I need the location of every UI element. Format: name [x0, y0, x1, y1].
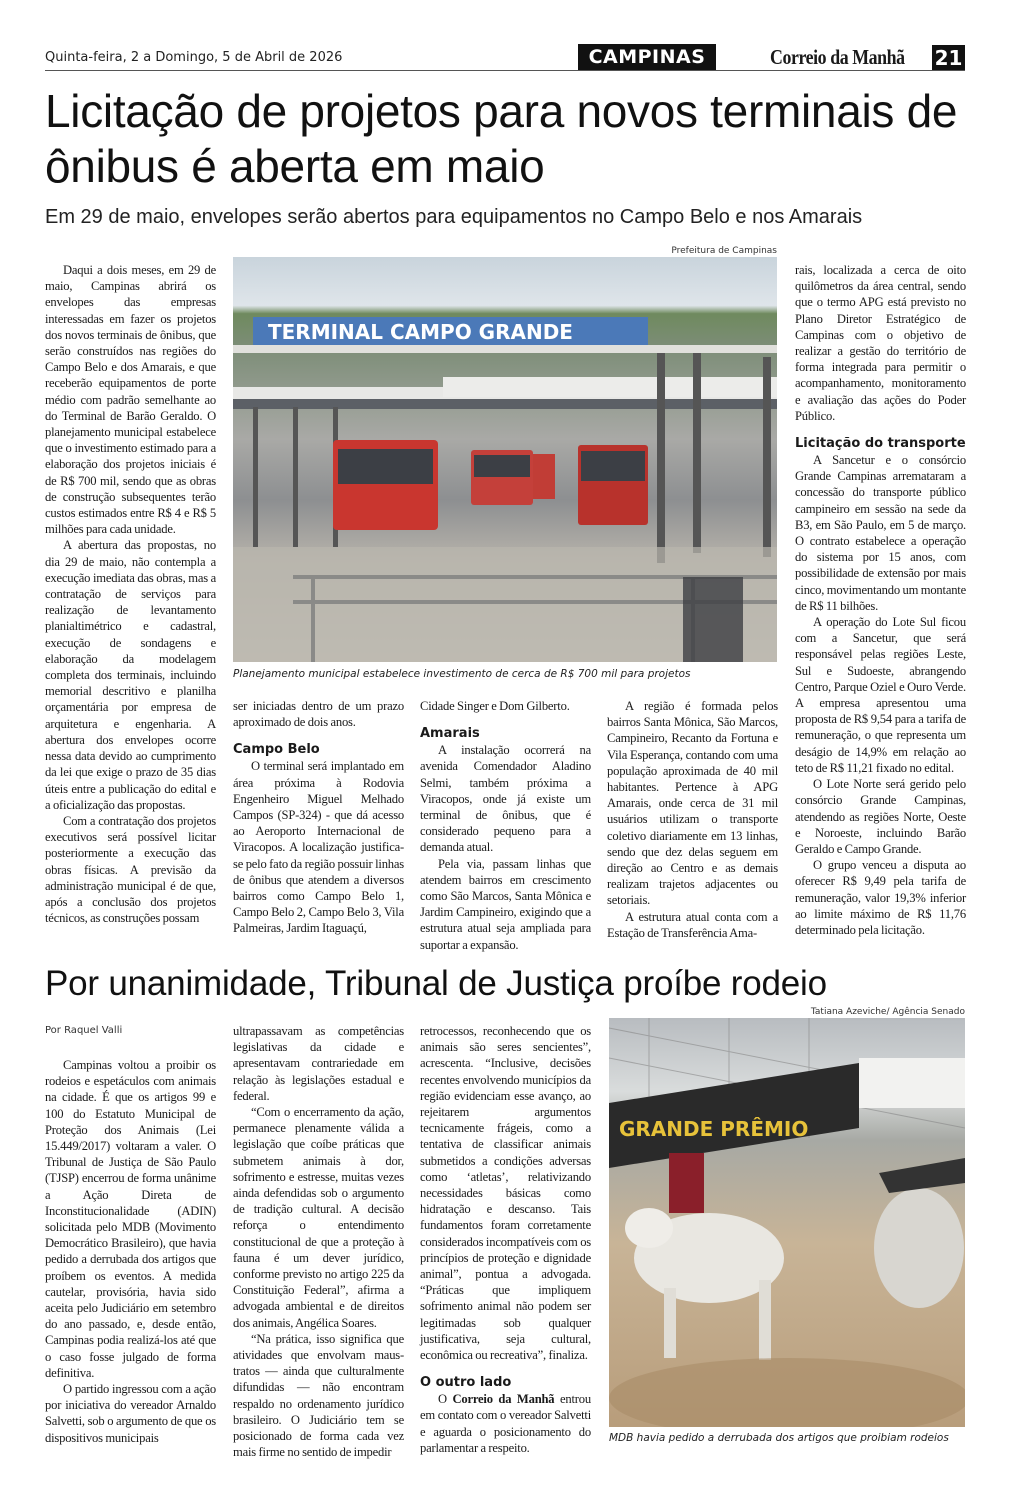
terminal-sign-text: TERMINAL CAMPO GRANDE	[268, 320, 573, 344]
article-head	[45, 84, 985, 229]
rodeio-column-3	[420, 1023, 591, 1456]
article-column-5	[795, 262, 966, 938]
photo-credit-rodeio: Tatiana Azeviche/ Agência Senado	[810, 1007, 965, 1017]
byline: Por Raquel Valli	[45, 1025, 123, 1036]
edition-date: Quinta-feira, 2 a Domingo, 5 de Abril de 2026	[45, 50, 343, 65]
paragraph	[420, 1391, 591, 1456]
paragraph: A abertura das propostas, no dia 29 de maio, não contempla a execução imediata das obras, mas a contratação de serviços para realização de levantamento planialtimétrico e cadastral, execução de sondagens e elaboração da modelagem completa dos terminais, incluindo memorial descritivo e planilha orçamentária por empresa de arquitetura e engenharia. A abertura dos envelopes ocorre nessa data devido ao cumprimento da lei que exige o prazo de 35 dias úteis entre a publicação do edital e a oficialização das propostas.	[45, 538, 216, 812]
paragraph: “Na prática, isso significa que atividades que envolvam maus-tratos — ainda que culturalmente difundidas — não encontram respaldo no ordenamento jurídico brasileiro. O Judiciário tem se posicionado de forma cada vez mais firme no sentido de impedir	[233, 1331, 404, 1460]
paragraph: O grupo venceu a disputa ao oferecer R$ 9,49 pela tarifa de remuneração, valor 19,3% inferior ao limite máximo de R$ 11,76 determinado pela licitação.	[795, 858, 966, 937]
text: entrou em contato com o vereador Salvetti e aguarda o posicionamento do parlamentar a respeito.	[420, 1392, 591, 1455]
paragraph: O terminal será implantado em área próxima à Rodovia Engenheiro Miguel Melhado Campos (SP-324) - que dá acesso ao Aeroporto Internacional de Viracopos. A localização justifica-se pelo fato da região possuir linhas de ônibus que atendem a diversos bairros como Campo Belo 1, Campo Belo 2, Campo Belo 3, Vila Palmeiras, Jardim Itaguaçú,	[233, 759, 404, 936]
header-divider	[45, 70, 965, 71]
article-column-1	[45, 262, 216, 926]
bus-terminal-illustration	[233, 257, 777, 662]
rodeo-photo	[609, 1018, 965, 1427]
section-label: CAMPINAS	[578, 44, 716, 71]
photo-caption: Planejamento municipal estabelece investimento de cerca de R$ 700 mil para projetos	[233, 668, 691, 680]
article-column-4	[607, 698, 778, 941]
paragraph: rais, localizada a cerca de oito quilômetros da área central, sendo que o termo APG está previsto no Plano Diretor Estratégico de Campinas com o objetivo de realizar a gestão do território de forma integrada para permitir o acompanhamento, monitoramento e avaliação das ações do Poder Público.	[795, 263, 966, 423]
paragraph: O Lote Norte será gerido pelo consórcio Grande Campinas, atendendo as regiões Norte, Oeste e Noroeste, incluindo Barão Geraldo e Campo Grande.	[795, 777, 966, 856]
paragraph: Com a contratação dos projetos executivos será possível licitar posteriormente a execução das obras físicas. A previsão da administração municipal é de que, após a conclusão dos projetos técnicos, as construções possam	[45, 813, 216, 926]
article-column-3	[420, 698, 591, 953]
paragraph: retrocessos, reconhecendo que os animais são seres sencientes”, acrescenta. “Inclusive, decisões recentes envolvendo municípios da região evidenciam esse avanço, ao rejeitarem argumentos tecnicamente frágeis, como a tentativa de classificar animais submetidos a condições adversas como ‘atletas’, relativizando necessidades básicas como hidratação e descanso. Tais fundamentos foram corretamente considerados incompatíveis com os princípios de proteção e dignidade animal”, pontua a advogada. “Práticas que impliquem sofrimento animal não podem ser legitimadas sob qualquer justificativa, seja cultural, econômica ou recreativa”, finaliza.	[420, 1024, 591, 1363]
newspaper-name: Correio da Manhã	[452, 1392, 555, 1407]
article-headline: Licitação de projetos para novos terminais de ônibus é aberta em maio	[45, 85, 958, 192]
photo-credit: Prefeitura de Campinas	[671, 246, 777, 256]
paragraph: O partido ingressou com a ação por iniciativa do vereador Arnaldo Salvetti, sob o argumento de que os dispositivos municipais	[45, 1382, 216, 1445]
article-subheadline: Em 29 de maio, envelopes serão abertos para equipamentos no Campo Belo e nos Amarais	[45, 206, 863, 228]
text: O	[438, 1392, 453, 1407]
paragraph: Campinas voltou a proibir os rodeios e espetáculos com animais na cidade. É que os artigos 99 e 100 do Estatuto Municipal de Proteção dos Animais (Lei 15.449/2017) voltaram a valer. O Tribunal de Justiça de São Paulo (TJSP) encerrou de forma unânime a Ação Direta de Inconstitucionalidade (ADIN) solicitada pelo MDB (Movimento Democrático Brasileiro), que havia pedido a derrubada dos artigos que proíbem os eventos. A medida cautelar, provisória, havia sido aceita pelo Judiciário em setembro do ano passado, e, desde então, Campinas podia realizá-los até que o caso fosse julgado de forma definitiva.	[45, 1058, 216, 1380]
paragraph: A estrutura atual conta com a Estação de Transferência Ama-	[607, 909, 778, 940]
subheading-licitacao-transporte: Licitação do transporte	[795, 436, 966, 452]
bus-terminal-photo	[233, 257, 777, 662]
article-headline-rodeio: Por unanimidade, Tribunal de Justiça proíbe rodeio	[45, 964, 827, 1003]
paragraph: ultrapassavam as competências legislativas da cidade e apresentavam contrariedade em relação às legislações estadual e federal.	[233, 1024, 404, 1103]
subheading-outro-lado: O outro lado	[420, 1375, 512, 1391]
paragraph: A instalação ocorrerá na avenida Comendador Aladino Selmi, também próxima a Viracopos, onde já existe um terminal de ônibus, que é considerado pequeno para a demanda atual.	[420, 743, 591, 855]
photo-caption-rodeio: MDB havia pedido a derrubada dos artigos que proibiam rodeios	[609, 1432, 949, 1444]
rodeo-illustration	[609, 1018, 965, 1427]
page-number: 21	[932, 45, 965, 71]
paragraph: “Com o encerramento da ação, permanece plenamente válida a legislação que coíbe práticas que submetem animais à dor, sofrimento e estresse, muitas vezes ainda defendidas sob o argumento de tradição cultural. A decisão reforça o entendimento constitucional de que a proteção à fauna é um dever jurídico, conforme previsto no artigo 225 da Constituição Federal”, afirma a advogada ambiental e de direitos dos animais, Angélica Soares.	[233, 1105, 404, 1330]
paragraph: Pela via, passam linhas que atendem bairros em crescimento como São Marcos, Santa Mônica e Jardim Campineiro, exigindo que a estrutura atual seja ampliada para suportar a expansão.	[420, 856, 591, 952]
subheading-amarais: Amarais	[420, 726, 480, 742]
rodeio-column-2	[233, 1023, 404, 1460]
svg-text:GRANDE PRÊMIO: GRANDE PRÊMIO	[619, 1117, 809, 1141]
article-column-2	[233, 698, 404, 937]
paragraph: Daqui a dois meses, em 29 de maio, Campinas abrirá os envelopes das empresas interessadas em fazer os projetos dos novos terminais de ônibus, que serão construídos nas regiões do Campo Belo e dos Amarais, e que receberão equipamentos de porte médio com padrão semelhante ao do Terminal de Barão Geraldo. O planejamento municipal estabelece que o investimento estimado para a elaboração dos projetos iniciais é de R$ 700 mil, sendo que as obras de construção subsequentes terão custos estimados entre R$ 4 e R$ 5 milhões para cada unidade.	[45, 263, 216, 537]
paragraph: A região é formada pelos bairros Santa Mônica, São Marcos, Campineiro, Recanto da Fortuna e Vila Esperança, contando com uma população aproximada de 40 mil habitantes. Pertence à APG Amarais, onde cerca de 31 mil usuários utilizam o transporte coletivo diariamente em 13 linhas, sendo que dez delas seguem em direção ao Centro e as demais realizam trajetos adjacentes ou setoriais.	[607, 699, 778, 908]
rodeio-column-1	[45, 1057, 216, 1446]
subheading-campo-belo: Campo Belo	[233, 742, 320, 758]
newspaper-masthead: Correio da Manhã	[770, 45, 905, 69]
paragraph: A Sancetur e o consórcio Grande Campinas arremataram a concessão do transporte público campineiro em sessão na sede da B3, em São Paulo, em 5 de março. O contrato estabelece a operação do sistema por 15 anos, com possibilidade de extensão por mais cinco, movimentando um montante de R$ 11 bilhões.	[795, 453, 966, 613]
paragraph: Cidade Singer e Dom Gilberto.	[420, 699, 570, 713]
paragraph: A operação do Lote Sul ficou com a Sancetur, que será responsável pelas regiões Leste, Sul e Sudoeste, abrangendo Centro, Parque Oziel e Ouro Verde. A empresa apresentou uma proposta de R$ 9,54 para a tarifa de remuneração, o que representa um deságio de 14,9% em relação ao teto de R$ 11,21 fixado no edital.	[795, 615, 966, 775]
paragraph: ser iniciadas dentro de um prazo aproximado de dois anos.	[233, 699, 404, 730]
